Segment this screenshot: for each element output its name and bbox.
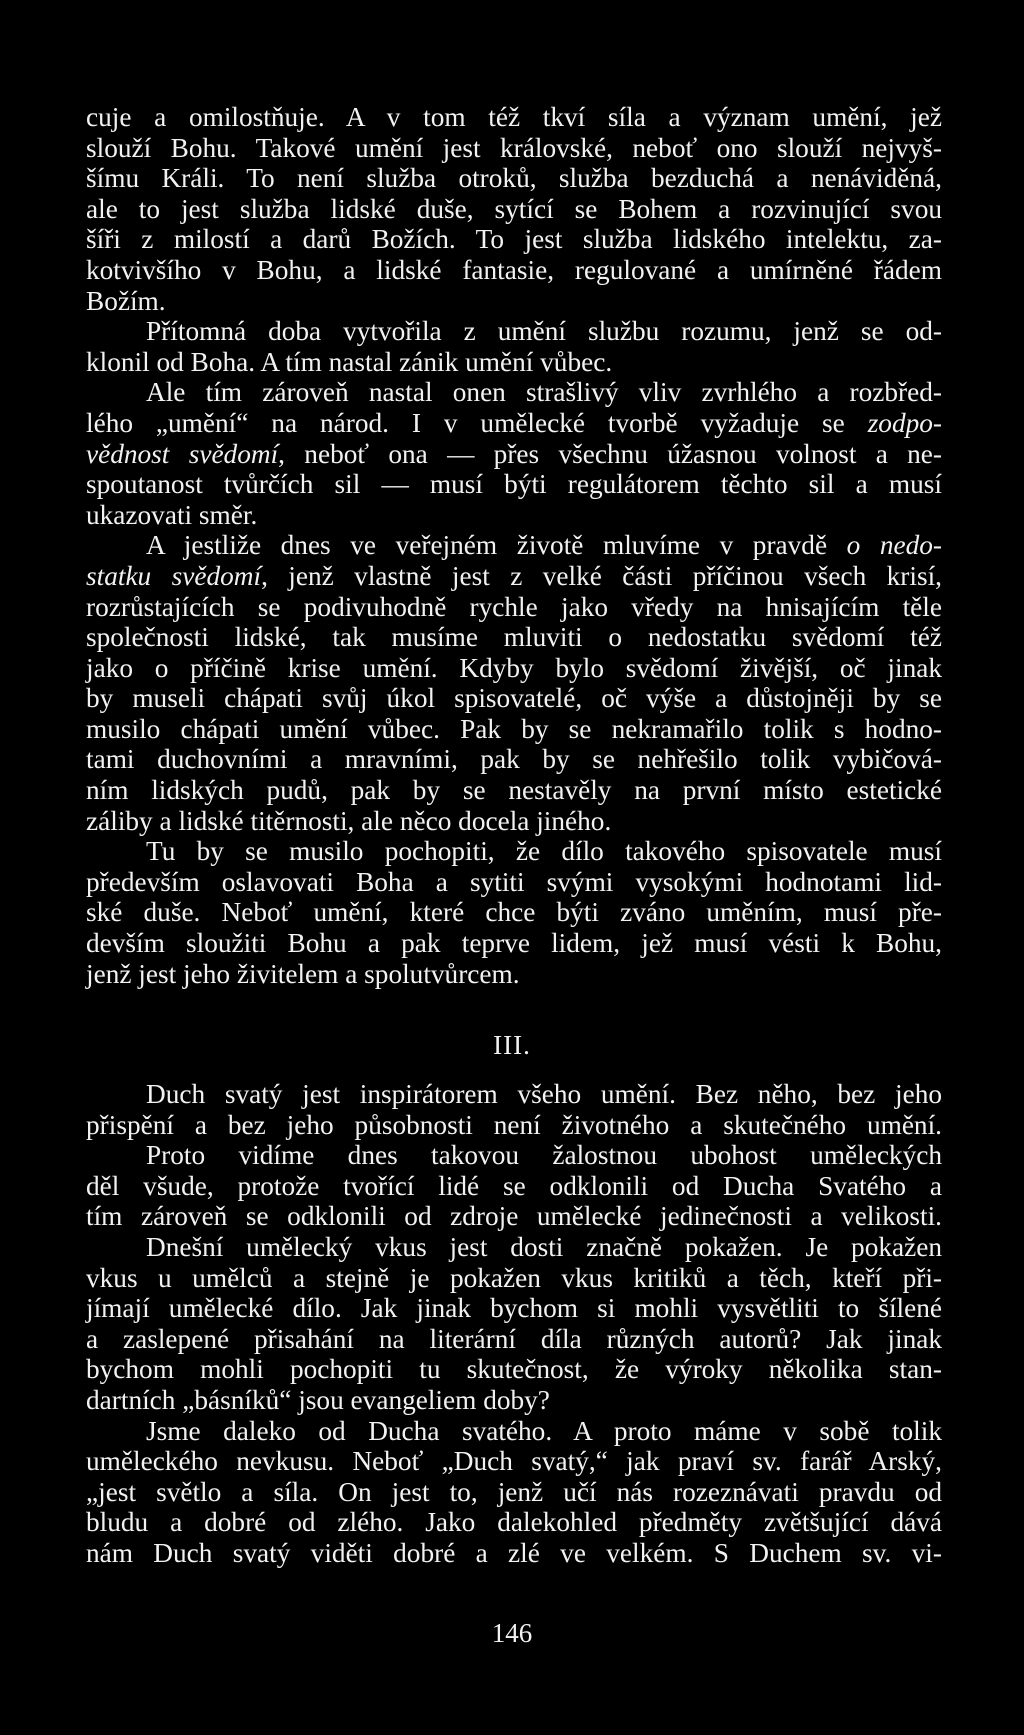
page-number: 146 [491,1618,533,1648]
italic-text: o nedo- [846,530,943,561]
text-line: ale to jest služba lidské duše, sytící se Bohem a rozvinující svou [86,193,942,224]
text-line: šímu Králi. To není služba otroků, služba bezduchá a nenáviděná, [86,163,942,194]
text-line: tím zároveň se odklonili od zdroje umělecké jedinečnosti a velikosti. [86,1201,942,1232]
text-line: Duch svatý jest inspirátorem všeho umění. Bez něho, bez jeho [146,1079,942,1109]
text-line: Jsme daleko od Ducha svatého. A proto máme v sobě tolik [146,1415,942,1446]
section-heading: III. [493,1030,531,1060]
body-text-bottom [86,1079,942,1569]
text-line: a zaslepené přisahání na literární díla různých autorů? Jak jinak [86,1323,942,1354]
text-line: ukazovati směr. [86,499,258,530]
text-line: především oslavovati Boha a sytiti svými vysokými hodnotami lid- [86,866,942,897]
text-line: Ale tím zároveň nastal onen strašlivý vliv zvrhlého a rozbřed- [146,377,942,408]
text-line: společnosti lidské, tak musíme mluviti o nedostatku svědomí též [86,622,942,653]
text-run: A jestliže dnes ve veřejném životě mluvíme v pravdě [146,530,847,561]
paragraph [86,377,942,530]
text-line: nám Duch svatý viděti dobré a zlé ve velkém. S Duchem sv. vi- [86,1537,942,1568]
text-line: musilo chápati umění vůbec. Pak by se nekramařilo tolik s hodno- [86,713,942,744]
text-line: jímají umělecké dílo. Jak jinak bychom si mohli vysvětliti to šílené [86,1293,942,1324]
text-line: ním lidských pudů, pak by se nestavěly na první místo estetické [86,775,942,806]
text-line: šíři z milostí a darů Božích. To jest služba lidského intelektu, za- [86,224,942,255]
paragraph [86,1416,942,1569]
text-line: bludu a dobré od zlého. Jako dalekohled předměty zvětšující dává [86,1507,942,1538]
text-line: přispění a bez jeho působnosti není životného a skutečného umění. [86,1109,942,1140]
paragraph [86,530,942,836]
text-line [86,439,942,470]
text-line: Dnešní umělecký vkus jest dosti značně pokažen. Je pokažen [146,1231,942,1262]
text-line [86,561,942,592]
italic-text: zodpo- [867,407,942,438]
text-line: Božím. [86,285,166,316]
text-run: lého „umění“ na národ. I v umělecké tvorbě vyžaduje se [86,407,868,438]
text-line: devším sloužiti Bohu a pak teprve lidem, jež musí vésti k Bohu, [86,928,942,959]
paragraph [86,316,942,377]
text-line: rozrůstajících se podivuhodně rychle jako vředy na hnisajícím těle [86,591,942,622]
text-line: klonil od Boha. A tím nastal zánik umění vůbec. [86,346,613,377]
text-line: by museli chápati svůj úkol spisovatelé, oč výše a důstojněji by se [86,683,942,714]
text-line: Tu by se musilo pochopiti, že dílo takového spisovatele musí [146,836,942,867]
italic-text: vědnost svědomí [86,438,279,469]
paragraph [86,836,942,989]
italic-text: statku svědomí [86,560,262,591]
text-line: záliby a lidské titěrnosti, ale něco docela jiného. [86,805,612,836]
text-line: Proto vidíme dnes takovou žalostnou ubohost uměleckých [146,1140,942,1171]
text-line: ské duše. Neboť umění, které chce býti zváno uměním, musí pře- [86,897,942,928]
text-run: , jenž vlastně jest z velké části příčinou všech krisí, [261,560,942,591]
paragraph [86,102,942,316]
text-line: slouží Bohu. Takové umění jest královské, neboť ono slouží nejvyš- [86,132,942,163]
text-line: Přítomná doba vytvořila z umění službu rozumu, jenž se od- [146,316,942,347]
text-line: uměleckého nevkusu. Neboť „Duch svatý,“ jak praví sv. farář Arský, [86,1446,942,1477]
text-line: kotvivšího v Bohu, a lidské fantasie, regulované a umírněné řádem [86,254,942,285]
text-line: spoutanost tvůrčích sil — musí býti regulátorem těchto sil a musí [86,469,942,500]
paragraph [86,1140,942,1232]
text-line: cuje a omilostňuje. A v tom též tkví síla a význam umění, jež [86,102,942,132]
body-text-top [86,102,942,989]
text-line: děl všude, protože tvořící lidé se odklonili od Ducha Svatého a [86,1170,942,1201]
text-line: tami duchovními a mravními, pak by se nehřešilo tolik vybičová- [86,744,942,775]
text-line: bychom mohli pochopiti tu skutečnost, že výroky několika stan- [86,1354,942,1385]
paragraph [86,1079,942,1140]
text-line: vkus u umělců a stejně je pokažen vkus kritiků a těch, kteří při- [86,1262,942,1293]
text-run: , neboť ona — přes všechnu úžasnou volnost a ne- [278,438,943,469]
paragraph [86,1232,942,1416]
text-line: jako o příčině krise umění. Kdyby bylo svědomí živější, oč jinak [86,652,942,683]
text-line [86,530,942,561]
text-line: jenž jest jeho živitelem a spolutvůrcem. [86,958,520,989]
text-line: dartních „básníků“ jsou evangeliem doby? [86,1384,550,1415]
text-line [86,408,942,439]
text-line: „jest světlo a síla. On jest to, jenž učí nás rozeznávati pravdu od [86,1476,942,1507]
